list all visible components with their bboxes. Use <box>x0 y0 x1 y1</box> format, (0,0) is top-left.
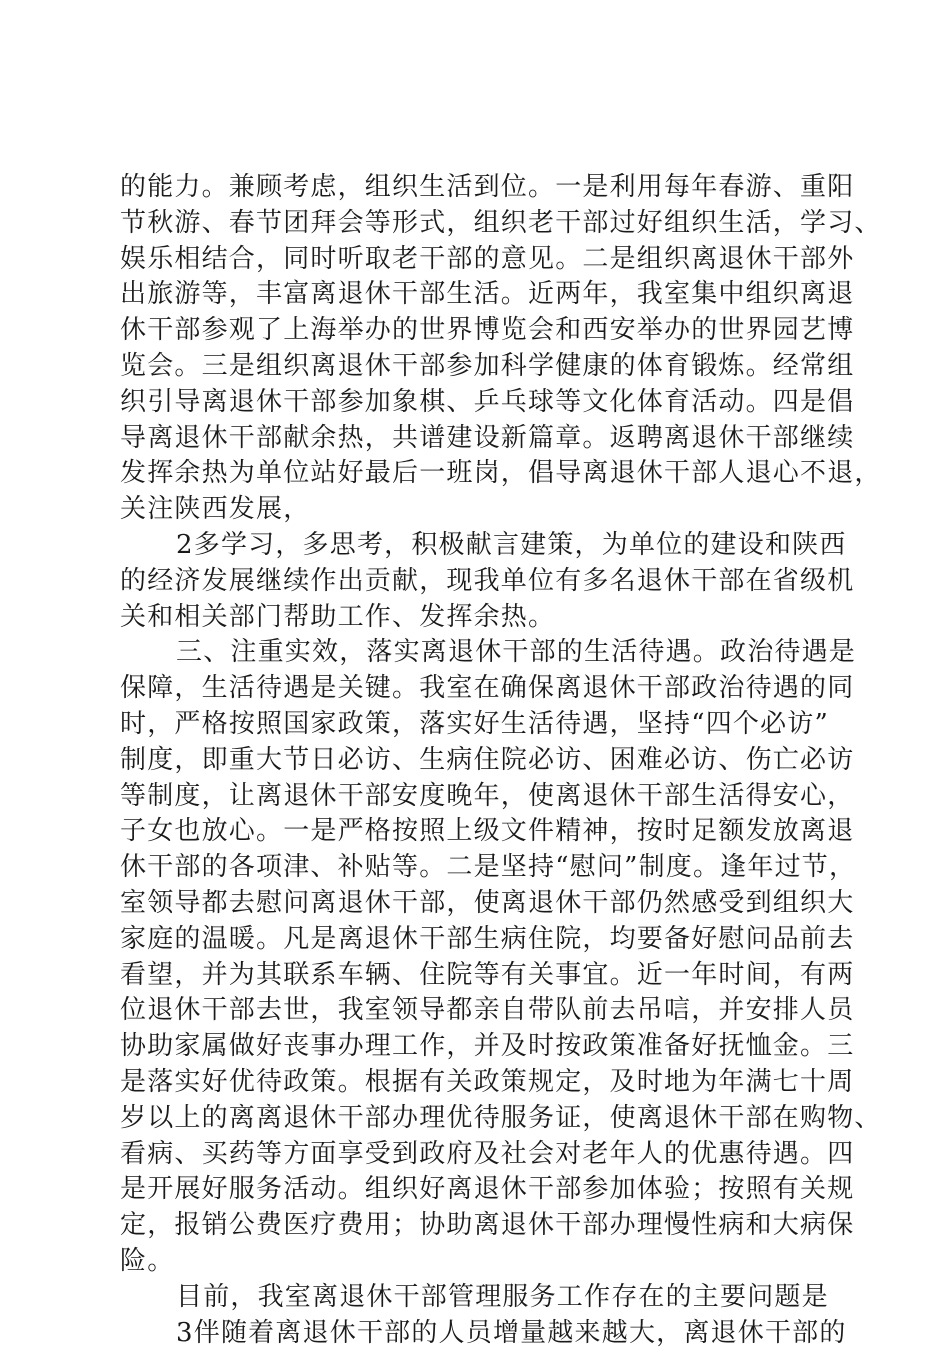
text-line: 是开展好服务活动。组织好离退休干部参加体验；按照有关规 <box>120 1172 840 1208</box>
text-line: 子女也放心。一是严格按照上级文件精神，按时足额发放离退 <box>120 814 840 850</box>
paragraph <box>120 528 840 635</box>
text-line: 是落实好优待政策。根据有关政策规定，及时地为年满七十周 <box>120 1065 840 1101</box>
text-line: 休干部的各项津、补贴等。二是坚持“慰问”制度。逢年过节， <box>120 850 840 886</box>
text-line: 的能力。兼顾考虑，组织生活到位。一是利用每年春游、重阳 <box>120 170 840 206</box>
text-line: 协助家属做好丧事办理工作，并及时按政策准备好抚恤金。三 <box>120 1029 840 1065</box>
text-line: 岁以上的离离退休干部办理优待服务证，使离退休干部在购物、 <box>120 1101 840 1137</box>
text-line: 看病、买药等方面享受到政府及社会对老年人的优惠待遇。四 <box>120 1137 840 1173</box>
text-line: 出旅游等，丰富离退休干部生活。近两年，我室集中组织离退 <box>120 277 840 313</box>
paragraph <box>120 1316 840 1351</box>
text-line: 定，报销公费医疗费用；协助离退休干部办理慢性病和大病保 <box>120 1208 840 1244</box>
text-line: 三、注重实效，落实离退休干部的生活待遇。政治待遇是 <box>120 635 840 671</box>
text-line: 家庭的温暖。凡是离退休干部生病住院，均要备好慰问品前去 <box>120 922 840 958</box>
paragraph <box>120 1280 840 1316</box>
text-line: 的经济发展继续作出贡献，现我单位有多名退休干部在省级机 <box>120 564 840 600</box>
text-line: 节秋游、春节团拜会等形式，组织老干部过好组织生活，学习、 <box>120 206 840 242</box>
text-line: 3伴随着离退休干部的人员增量越来越大，离退休干部的 <box>120 1316 840 1351</box>
text-line: 发挥余热为单位站好最后一班岗，倡导离退休干部人退心不退， <box>120 456 840 492</box>
text-line: 览会。三是组织离退休干部参加科学健康的体育锻炼。经常组 <box>120 349 840 385</box>
text-line: 导离退休干部献余热，共谱建设新篇章。返聘离退休干部继续 <box>120 421 840 457</box>
text-line: 2多学习，多思考，积极献言建策，为单位的建设和陕西 <box>120 528 840 564</box>
text-line: 制度，即重大节日必访、生病住院必访、困难必访、伤亡必访 <box>120 743 840 779</box>
document-body <box>120 170 840 1351</box>
paragraph <box>120 635 840 1279</box>
paragraph <box>120 170 840 528</box>
text-line: 保障，生活待遇是关键。我室在确保离退休干部政治待遇的同 <box>120 671 840 707</box>
text-line: 险。 <box>120 1244 840 1280</box>
text-line: 织引导离退休干部参加象棋、乒乓球等文化体育活动。四是倡 <box>120 385 840 421</box>
text-line: 关注陕西发展， <box>120 492 840 528</box>
text-line: 目前，我室离退休干部管理服务工作存在的主要问题是 <box>120 1280 840 1316</box>
text-line: 等制度，让离退休干部安度晚年，使离退休干部生活得安心， <box>120 779 840 815</box>
text-line: 时，严格按照国家政策，落实好生活待遇，坚持“四个必访” <box>120 707 840 743</box>
text-line: 娱乐相结合，同时听取老干部的意见。二是组织离退休干部外 <box>120 242 840 278</box>
text-line: 室领导都去慰问离退休干部，使离退休干部仍然感受到组织大 <box>120 886 840 922</box>
text-line: 看望，并为其联系车辆、住院等有关事宜。近一年时间，有两 <box>120 958 840 994</box>
text-line: 关和相关部门帮助工作、发挥余热。 <box>120 600 840 636</box>
text-line: 位退休干部去世，我室领导都亲自带队前去吊唁，并安排人员 <box>120 993 840 1029</box>
text-line: 休干部参观了上海举办的世界博览会和西安举办的世界园艺博 <box>120 313 840 349</box>
